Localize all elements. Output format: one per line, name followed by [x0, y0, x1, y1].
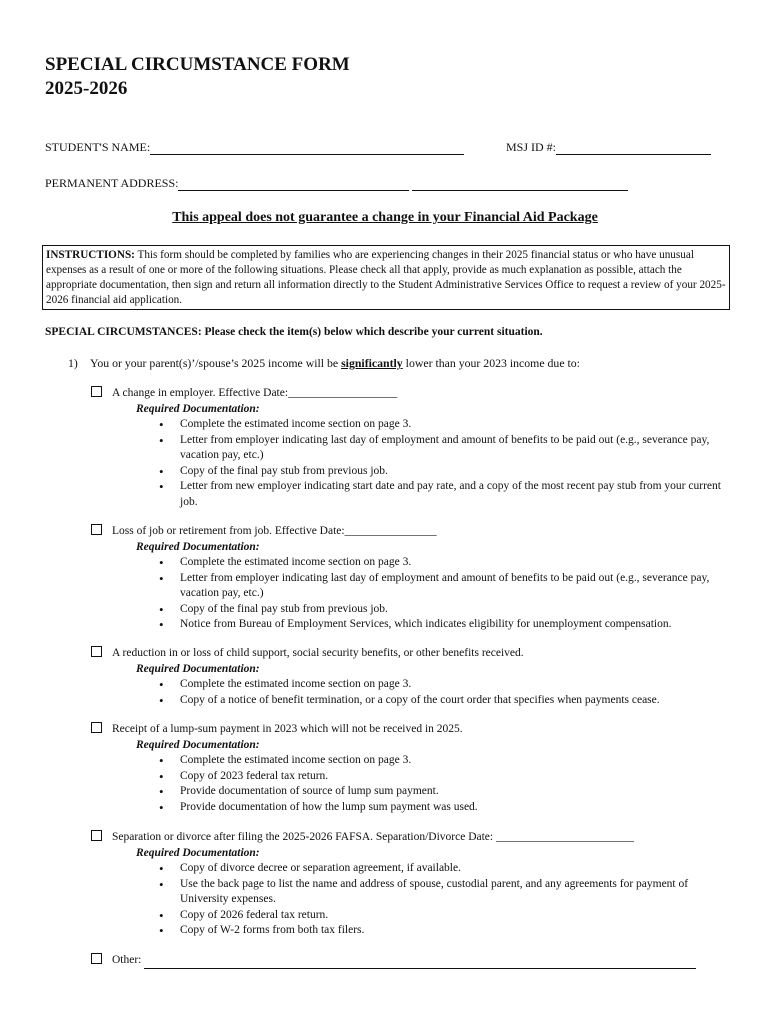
- doc-requirement: • Complete the estimated income section on page 3.: [180, 753, 725, 769]
- doc-requirement: • Provide documentation of how the lump sum payment was used.: [180, 800, 725, 816]
- special-circumstances-heading: SPECIAL CIRCUMSTANCES: Please check the item(s) below which describe your current situation.: [45, 326, 543, 338]
- student-name-label: STUDENT'S NAME:: [45, 140, 151, 154]
- permanent-address-field-1[interactable]: [178, 178, 409, 191]
- checkbox[interactable]: [91, 830, 102, 841]
- doc-requirement: • Copy of a notice of benefit termination, or a copy of the court order that specifies when payments cease.: [180, 693, 740, 709]
- circumstance-label: A change in employer. Effective Date:___________________: [112, 387, 398, 399]
- circumstance-item: [91, 386, 725, 510]
- doc-requirement: • Copy of 2023 federal tax return.: [180, 769, 725, 785]
- doc-requirement: • Copy of W-2 forms from both tax filers.: [180, 923, 728, 939]
- doc-requirement: • Copy of divorce decree or separation agreement, if available.: [180, 861, 728, 877]
- doc-requirement: • Provide documentation of source of lump sum payment.: [180, 784, 725, 800]
- msj-id-field[interactable]: [556, 142, 711, 155]
- doc-requirement: • Complete the estimated income section on page 3.: [180, 677, 740, 693]
- msj-id-label: MSJ ID #:: [506, 140, 557, 154]
- doc-requirement: • Letter from employer indicating last day of employment and amount of benefits to be paid out (e.g., severance pay, vacation pay, etc.): [180, 433, 725, 464]
- doc-requirement: • Copy of the final pay stub from previous job.: [180, 602, 725, 618]
- checkbox[interactable]: [91, 646, 102, 657]
- question-1-text-end: lower than your 2023 income due to:: [402, 356, 580, 370]
- circumstance-item: [91, 524, 725, 633]
- permanent-address-row: [45, 176, 628, 191]
- permanent-address-field-2[interactable]: [412, 178, 628, 191]
- checkbox[interactable]: [91, 953, 102, 964]
- appeal-notice: This appeal does not guarantee a change in your Financial Aid Package: [172, 210, 598, 225]
- form-title-year: 2025-2026: [45, 78, 128, 99]
- circumstance-label: Loss of job or retirement from job. Effective Date:________________: [112, 525, 437, 537]
- doc-requirement: • Notice from Bureau of Employment Services, which indicates eligibility for unemployment compensation.: [180, 617, 725, 633]
- doc-requirement: • Complete the estimated income section on page 3.: [180, 417, 725, 433]
- instructions-label: INSTRUCTIONS:: [46, 249, 135, 261]
- required-documentation-label: Required Documentation:: [136, 402, 260, 415]
- question-1-emphasis: significantly: [341, 356, 403, 370]
- other-item: [91, 953, 696, 969]
- required-documentation-label: Required Documentation:: [136, 662, 260, 675]
- question-1-number: 1): [68, 356, 78, 370]
- other-field[interactable]: [144, 956, 696, 969]
- student-name-row: [45, 140, 464, 155]
- required-documentation-label: Required Documentation:: [136, 846, 260, 859]
- circumstance-item: [91, 646, 740, 708]
- instructions-box: [42, 245, 730, 310]
- required-documentation-label: Required Documentation:: [136, 738, 260, 751]
- circumstance-item: [91, 722, 725, 815]
- circumstance-label: Separation or divorce after filing the 2025-2026 FAFSA. Separation/Divorce Date: ________________________: [112, 831, 634, 843]
- doc-requirement: • Letter from new employer indicating start date and pay rate, and a copy of the most recent pay stub from your current job.: [180, 479, 725, 510]
- form-title: [45, 53, 350, 101]
- question-1: [68, 356, 580, 371]
- required-documentation-label: Required Documentation:: [136, 540, 260, 553]
- student-name-field[interactable]: [150, 142, 464, 155]
- checkbox[interactable]: [91, 722, 102, 733]
- checkbox[interactable]: [91, 386, 102, 397]
- msj-id-row: [506, 140, 711, 155]
- instructions-text: This form should be completed by families who are experiencing changes in their 2025 financial status or who have unusual expenses as a result of one or more of the following situations. Please check all that apply, provide as much explanation as possible, attach the appropriate documentation, then sign and return all information directly to the Student Administrative Services Office to request a review of your 2025-2026 financial aid application.: [46, 249, 726, 306]
- doc-requirement: • Copy of 2026 federal tax return.: [180, 908, 728, 924]
- circumstance-item: [91, 830, 728, 939]
- question-1-text: You or your parent(s)’/spouse’s 2025 income will be: [90, 356, 342, 370]
- doc-requirement: • Complete the estimated income section on page 3.: [180, 555, 725, 571]
- other-label: Other:: [112, 954, 145, 966]
- doc-requirement: • Use the back page to list the name and address of spouse, custodial parent, and any agreements for payment of University expenses.: [180, 877, 728, 908]
- doc-requirement: • Copy of the final pay stub from previous job.: [180, 464, 725, 480]
- permanent-address-label: PERMANENT ADDRESS:: [45, 176, 179, 190]
- form-title-line1: SPECIAL CIRCUMSTANCE FORM: [45, 54, 350, 75]
- checkbox[interactable]: [91, 524, 102, 535]
- circumstance-label: Receipt of a lump-sum payment in 2023 which will not be received in 2025.: [112, 723, 463, 735]
- doc-requirement: • Letter from employer indicating last day of employment and amount of benefits to be paid out (e.g., severance pay, vacation pay, etc.): [180, 571, 725, 602]
- circumstance-label: A reduction in or loss of child support, social security benefits, or other benefits received.: [112, 647, 524, 659]
